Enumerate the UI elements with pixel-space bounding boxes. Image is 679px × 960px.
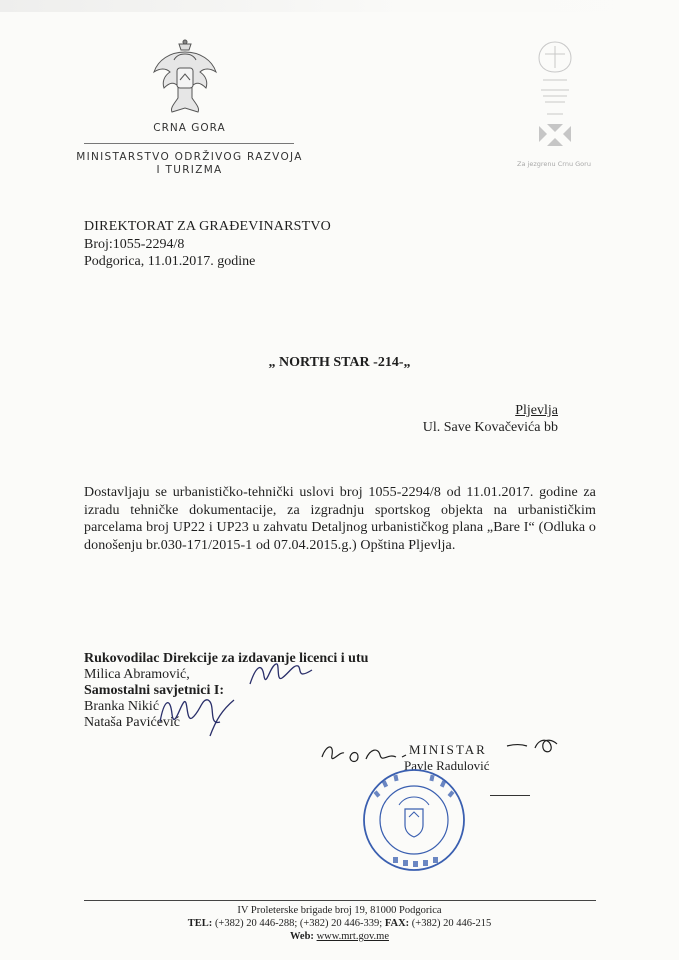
footer-address: IV Proleterske brigade broj 19, 81000 Podgorica (237, 905, 442, 916)
head-of-directorate-name: Milica Abramović, (84, 667, 190, 682)
recipient-street: Ul. Save Kovačevića bb (422, 420, 558, 435)
tel-value: (+382) 20 446-288; (+382) 20 446-339; (214, 918, 383, 929)
eco-state-caption: Za jezgrenu Crnu Goru (517, 160, 591, 168)
web-link[interactable]: www.mrt.gov.me (316, 931, 389, 942)
directorate-name: DIREKTORAT ZA GRAĐEVINARSTVO (84, 219, 331, 234)
advisors-title: Samostalni savjetnici I: (84, 683, 224, 698)
web-label: Web: (290, 931, 314, 942)
country-name: CRNA GORA (153, 122, 226, 134)
minister-signature-mark-icon (505, 728, 565, 758)
recipient-city: Pljevlja (515, 403, 558, 418)
body-paragraph: Dostavljaju se urbanističko-tehnički uslovi broj 1055-2294/8 od 11.01.2017. godine za izradu tehničke dokumentacije, za izgradnju sportskog objekta na urbanističkim parcelama broj UP22 i UP23 u zahvatu Detaljnog urbanističkog plana „Bare I“ (Odluka o donošenju br.030-171/2015-1 od 07.04.2015.g.) Opština Pljevlja. (84, 485, 596, 553)
header-divider (84, 143, 294, 144)
minister-name: Pavle Radulović (404, 758, 490, 773)
signature-dash (490, 795, 530, 796)
scan-edge-noise (0, 0, 679, 12)
head-signature-icon (246, 656, 316, 692)
recipient-company: „ NORTH STAR -214-„ (268, 355, 411, 370)
ministry-name: MINISTARSTVO ODRŽIVOG RAZVOJA (76, 151, 303, 163)
footer-divider (84, 900, 596, 901)
official-seal-icon (359, 765, 469, 875)
footer-contacts (0, 917, 679, 930)
advisor-name: Branka Nikić (84, 699, 160, 714)
minister-title: MINISTAR (409, 742, 487, 757)
place-and-date: Podgorica, 11.01.2017. godine (84, 254, 256, 269)
footer-web (0, 930, 679, 943)
advisors-signature-icon (150, 692, 240, 738)
fax-label: FAX: (384, 918, 410, 929)
ministry-name-continued: I TURIZMA (156, 164, 223, 176)
eco-state-emblem-icon (515, 34, 595, 174)
coat-of-arms-icon (150, 38, 220, 116)
reference-number: Broj:1055-2294/8 (84, 237, 185, 252)
letter-body (84, 484, 596, 554)
advisor-name: Nataša Pavićević (84, 715, 181, 730)
tel-label: TEL: (187, 918, 213, 929)
fax-value: (+382) 20 446-215 (411, 918, 492, 929)
head-of-directorate-title: Rukovodilac Direkcije za izdavanje licenci i utu (84, 651, 369, 666)
